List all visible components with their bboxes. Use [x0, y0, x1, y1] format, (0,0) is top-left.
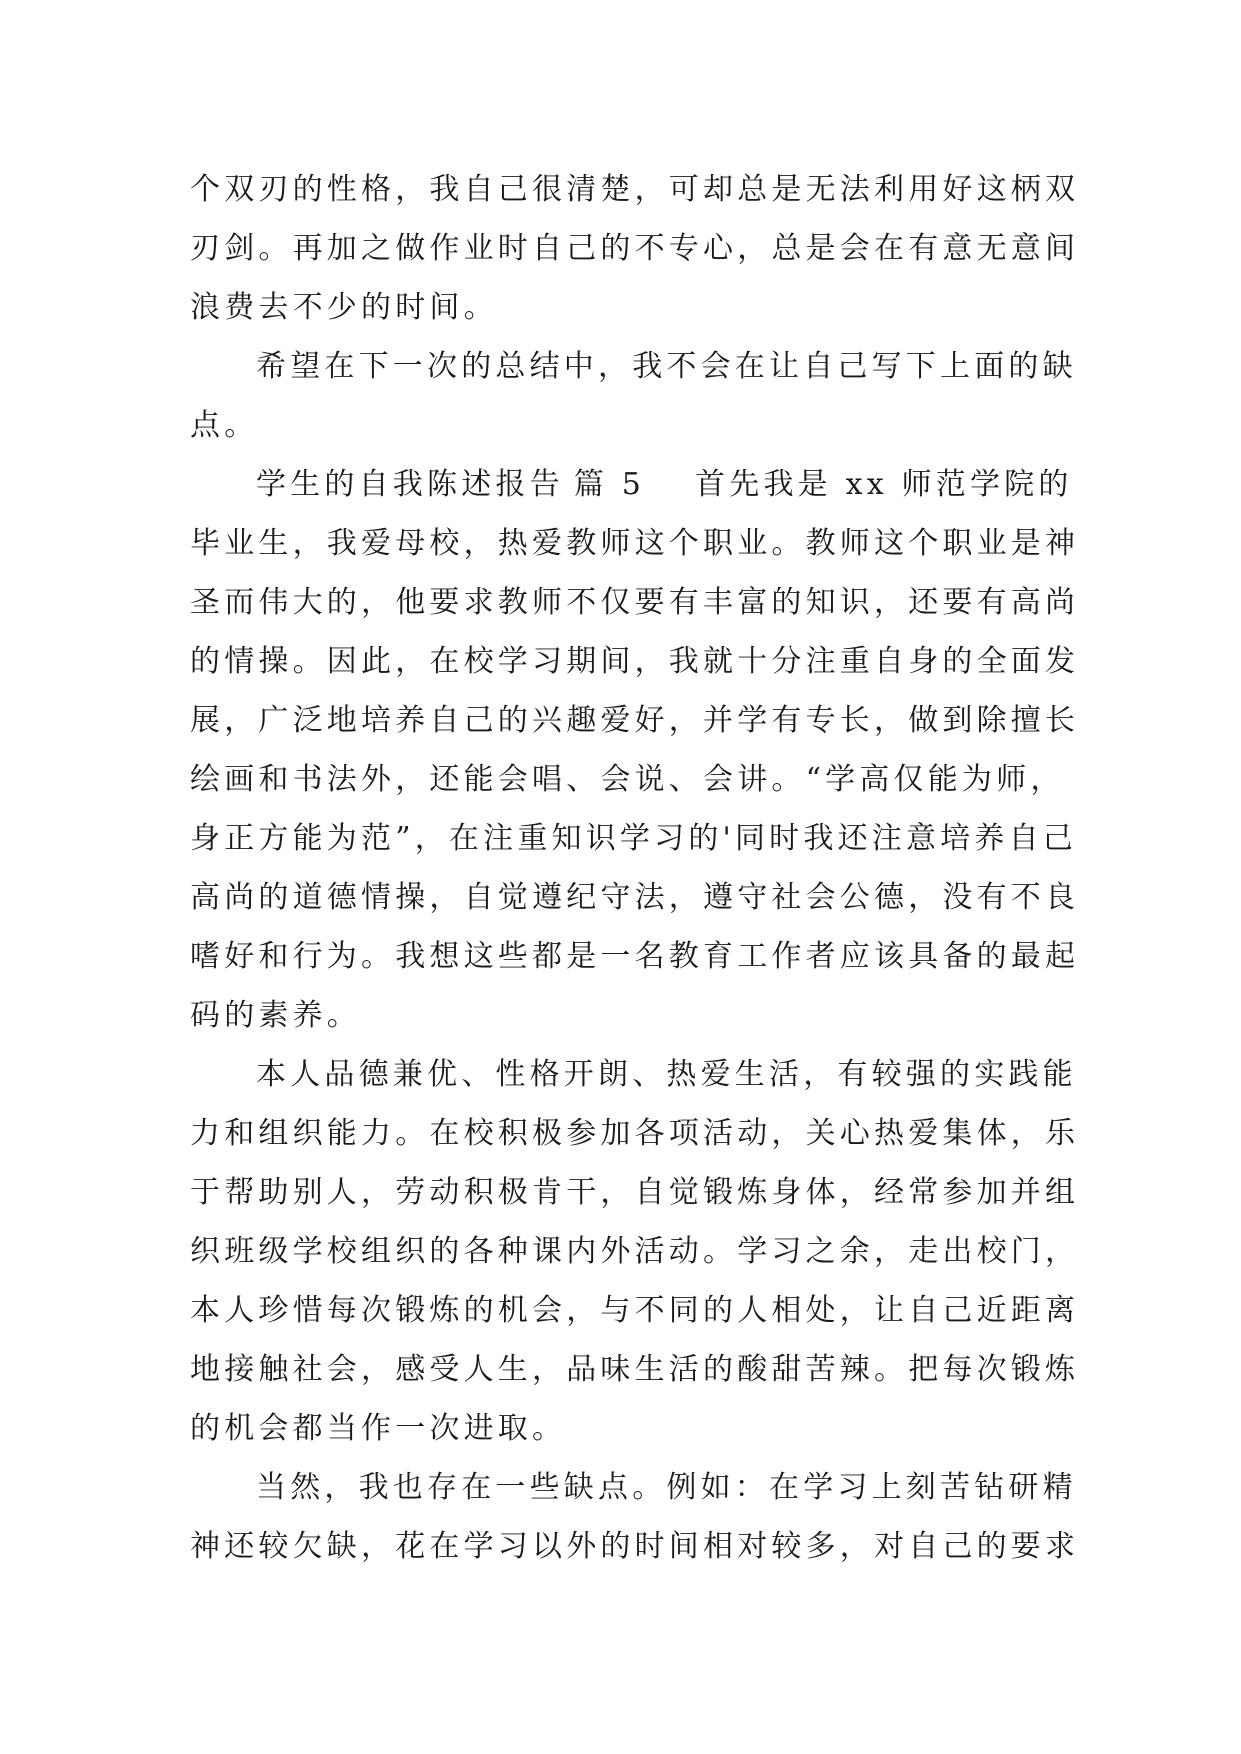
text-line: 本人珍惜每次锻炼的机会，与不同的人相处，让自己近距离	[190, 1293, 1080, 1328]
text-line: 织班级学校组织的各种课内外活动。学习之余，走出校门，	[190, 1234, 1080, 1269]
text-line: 点。	[190, 408, 259, 443]
text-line: 当然，我也存在一些缺点。例如：在学习上刻苦钻研精	[256, 1470, 1077, 1505]
text-line: 于帮助别人，劳动积极肯干，自觉锻炼身体，经常参加并组	[190, 1175, 1080, 1210]
text-line: 绘画和书法外，还能会唱、会说、会讲。“学高仅能为师，	[190, 762, 1065, 797]
text-line: 浪费去不少的时间。	[190, 290, 498, 325]
section-title: 学生的自我陈述报告	[256, 467, 564, 502]
text-line: 刃剑。再加之做作业时自己的不专心，总是会在有意无意间	[190, 231, 1080, 266]
text-line: 的情操。因此，在校学习期间，我就十分注重自身的全面发	[190, 644, 1080, 679]
text-line: 嗜好和行为。我想这些都是一名教育工作者应该具备的最起	[190, 939, 1080, 974]
text-line: 希望在下一次的总结中，我不会在让自己写下上面的缺	[256, 349, 1077, 384]
section-part: 篇 5	[573, 467, 646, 502]
text-line: 力和组织能力。在校积极参加各项活动，关心热爱集体，乐	[190, 1116, 1080, 1151]
text-line: 神还较欠缺，花在学习以外的时间相对较多，对自己的要求	[190, 1529, 1080, 1564]
text-line: 展，广泛地培养自己的兴趣爱好，并学有专长，做到除擅长	[190, 703, 1080, 738]
document-body	[190, 160, 1080, 1576]
section-intro-text: 首先我是 xx 师范学院的	[695, 467, 1073, 502]
text-line: 高尚的道德情操，自觉遵纪守法，遵守社会公德，没有不良	[190, 880, 1080, 915]
section-heading-line	[190, 455, 1073, 514]
text-line: 个双刃的性格，我自己很清楚，可却总是无法利用好这柄双	[190, 172, 1080, 207]
text-line: 的机会都当作一次进取。	[190, 1411, 567, 1446]
text-line: 码的素养。	[190, 998, 361, 1033]
text-line: 本人品德兼优、性格开朗、热爱生活，有较强的实践能	[256, 1057, 1077, 1092]
text-line: 地接触社会，感受人生，品味生活的酸甜苦辣。把每次锻炼	[190, 1352, 1080, 1387]
text-line: 毕业生，我爱母校，热爱教师这个职业。教师这个职业是神	[190, 526, 1080, 561]
text-line: 圣而伟大的，他要求教师不仅要有丰富的知识，还要有高尚	[190, 585, 1080, 620]
text-line: 身正方能为范”，在注重知识学习的'同时我还注意培养自己	[190, 821, 1077, 856]
